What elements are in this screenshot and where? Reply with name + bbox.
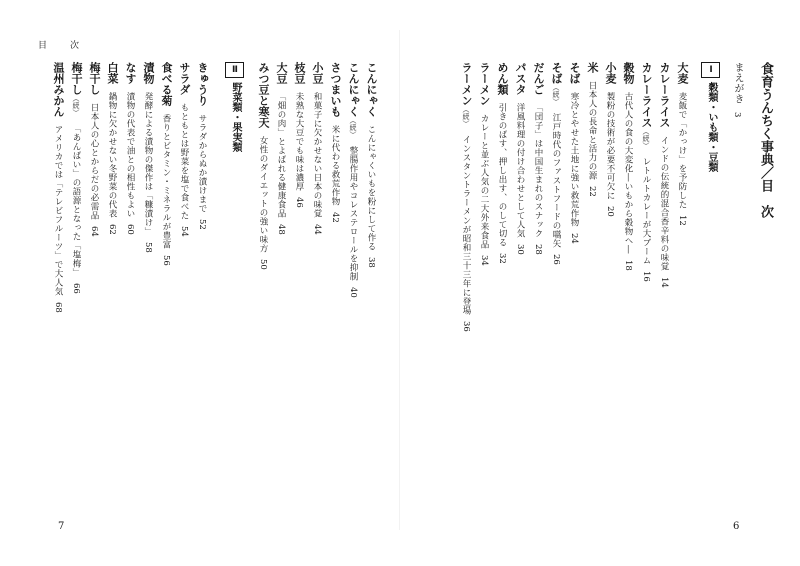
entry-heading: 梅干し xyxy=(88,62,101,95)
entry-page: 62 xyxy=(107,224,117,235)
entry-page: 44 xyxy=(312,224,322,235)
entry-heading: こんにゃく xyxy=(365,62,378,117)
entry-heading: だんご xyxy=(532,62,545,95)
entry-description: 整腸作用やコレステロールを抑制 xyxy=(348,146,358,281)
entry-heading: 大豆 xyxy=(275,62,288,84)
entry-page: 24 xyxy=(569,233,579,244)
entry-page: 30 xyxy=(515,244,525,255)
entry-description: 女性のダイエットの強い味方 xyxy=(258,136,268,253)
entry-description: 引きのばす、押し出す、のして切る xyxy=(497,103,507,247)
toc-entry[interactable] xyxy=(547,62,565,332)
entry-heading: ラーメン xyxy=(460,62,473,106)
toc-entry[interactable] xyxy=(290,62,308,313)
page-number-right: 6 xyxy=(733,521,740,532)
section-number: Ⅰ xyxy=(701,62,720,78)
entry-description: 発酵による漬物の傑作は「糠漬け」 xyxy=(143,92,153,236)
entry-page: 48 xyxy=(276,224,286,235)
toc-entry[interactable] xyxy=(103,62,121,313)
entry-description: こんにゃくいもを粉にして作る xyxy=(366,125,376,251)
running-head: 目 次 xyxy=(38,41,87,51)
toc-entry[interactable] xyxy=(619,62,637,332)
toc-entry[interactable] xyxy=(583,62,601,332)
page-number-left: 7 xyxy=(58,521,65,532)
entry-page: 12 xyxy=(677,215,687,226)
entry-page: 34 xyxy=(479,255,489,266)
toc-entry[interactable] xyxy=(49,62,67,313)
entry-description: 和菓子に欠かせない日本の味覚 xyxy=(312,92,322,218)
entry-description: 鍋物に欠かせない冬野菜の代表 xyxy=(107,92,117,218)
toc-left-column xyxy=(49,62,380,313)
entry-page: 18 xyxy=(623,260,633,271)
toc-entry[interactable] xyxy=(175,62,193,313)
entry-heading: めん類 xyxy=(496,62,509,95)
entry-description: 未熟な大豆でも味は濃厚 xyxy=(294,92,304,191)
entry-heading: そば xyxy=(550,62,563,84)
entry-continued-mark: （続） xyxy=(642,128,650,149)
entry-description: 「畑の肉」とよばれる健康食品 xyxy=(276,92,286,218)
toc-entry[interactable] xyxy=(308,62,326,313)
entry-description: レトルトカレーが大ブーム xyxy=(641,157,651,265)
entry-page: 52 xyxy=(197,219,207,230)
entry-continued-mark: （続） xyxy=(552,84,560,105)
entry-heading: ラーメン xyxy=(478,62,491,106)
toc-entry[interactable] xyxy=(193,62,211,313)
toc-entry[interactable] xyxy=(272,62,290,313)
entry-page: 40 xyxy=(348,287,358,298)
entry-heading: こんにゃく xyxy=(347,62,360,117)
entry-description: 寒冷とやせた土地に強い救荒作物 xyxy=(569,92,579,227)
entry-heading: みつ豆と寒天 xyxy=(257,62,270,128)
entry-heading: 大麦 xyxy=(676,62,689,84)
entry-page: 26 xyxy=(551,254,561,265)
entry-description: 漬物の代表で油との相性もよい xyxy=(125,92,135,218)
toc-entry[interactable] xyxy=(475,62,493,332)
entry-description: インスタントラーメンが昭和三十三年に登場 xyxy=(461,135,471,315)
entry-heading: 小麦 xyxy=(604,62,617,84)
entry-page: 64 xyxy=(89,226,99,237)
section-heading[interactable] xyxy=(701,62,720,332)
entry-description: アメリカでは「テレビフルーツ」で大人気 xyxy=(53,125,63,296)
entry-page: 58 xyxy=(143,242,153,253)
entry-description: 洋風料理の付け合わせとして人気 xyxy=(515,103,525,238)
entry-page: 14 xyxy=(659,277,669,288)
entry-heading: きゅうり xyxy=(196,62,209,106)
entry-heading: パスタ xyxy=(514,62,527,95)
toc-entry[interactable] xyxy=(511,62,529,332)
section-title: 穀類・いも類・豆類 xyxy=(706,82,717,172)
book-title: 食育うんちく事典／目 次 xyxy=(758,62,773,218)
entry-description: 日本人の心とからだの必需品 xyxy=(89,103,99,220)
entry-heading: サラダ xyxy=(178,62,191,95)
entry-heading: 白菜 xyxy=(106,62,119,84)
entry-description: 製粉の技術が必要不可欠に xyxy=(605,92,615,200)
toc-entry[interactable] xyxy=(529,62,547,332)
preface-label: まえがき xyxy=(732,62,743,104)
toc-entry[interactable] xyxy=(655,62,673,332)
entry-heading: 漬物 xyxy=(142,62,155,84)
entry-description: 江戸時代のファストフードの嚆矢 xyxy=(551,113,561,248)
entry-page: 66 xyxy=(71,283,81,294)
entry-page: 50 xyxy=(258,259,268,270)
entry-heading: 梅干し xyxy=(70,62,83,95)
entry-page: 22 xyxy=(587,186,597,197)
entry-page: 68 xyxy=(53,302,63,313)
entry-heading: 穀物 xyxy=(622,62,635,84)
entry-page: 46 xyxy=(294,197,304,208)
entry-description: 古代人の食の大変化―いもから穀物へ― xyxy=(623,92,633,254)
entry-heading: なす xyxy=(124,62,137,84)
entry-continued-mark: （続） xyxy=(462,106,470,127)
entry-heading: カレーライス xyxy=(640,62,653,128)
entry-description: インドの伝統的混合香辛料の味覚 xyxy=(659,136,669,271)
entry-continued-mark: （続） xyxy=(72,95,80,116)
toc-entry[interactable] xyxy=(637,62,655,332)
section-heading[interactable] xyxy=(225,62,244,313)
entry-description: 日本人の長命と活力の源 xyxy=(587,81,597,180)
entry-page: 36 xyxy=(461,321,471,332)
entry-heading: 枝豆 xyxy=(293,62,306,84)
entry-page: 16 xyxy=(641,271,651,282)
toc-entry[interactable] xyxy=(673,62,691,332)
toc-entry[interactable] xyxy=(457,62,475,332)
entry-description: カレーと並ぶ人気の二大外来食品 xyxy=(479,114,489,249)
entry-description: 香りとビタミン・ミネラルが豊富 xyxy=(161,114,171,249)
toc-entry[interactable] xyxy=(326,62,344,313)
entry-continued-mark: （続） xyxy=(349,117,357,138)
toc-entry[interactable] xyxy=(493,62,511,332)
preface-entry[interactable] xyxy=(728,62,746,332)
entry-page: 42 xyxy=(330,212,340,223)
toc-entry[interactable] xyxy=(85,62,103,313)
entry-heading: 食べる菊 xyxy=(160,62,173,106)
section-number: Ⅱ xyxy=(225,62,244,78)
entry-description: 麦飯で「かっけ」を予防した xyxy=(677,92,687,209)
entry-page: 38 xyxy=(366,257,376,268)
toc-entry[interactable] xyxy=(139,62,157,313)
toc-entry[interactable] xyxy=(254,62,272,313)
entry-page: 20 xyxy=(605,206,615,217)
entry-page: 54 xyxy=(179,226,189,237)
entry-heading: さつまいも xyxy=(329,62,342,117)
entry-description: 「あんばい」の語源となった「塩梅」 xyxy=(71,124,81,277)
entry-description: 米に代わる救荒作物 xyxy=(330,125,340,206)
preface-page: 3 xyxy=(732,112,742,118)
entry-page: 60 xyxy=(125,224,135,235)
toc-entry[interactable] xyxy=(344,62,362,313)
entry-page: 56 xyxy=(161,255,171,266)
entry-heading: そば xyxy=(568,62,581,84)
toc-entry[interactable] xyxy=(121,62,139,313)
section-title: 野菜類・果実類 xyxy=(230,82,241,152)
toc-right-column xyxy=(457,62,776,332)
entry-heading: 小豆 xyxy=(311,62,324,84)
entry-page: 28 xyxy=(533,244,543,255)
toc-entry[interactable] xyxy=(67,62,85,313)
toc-entry[interactable] xyxy=(601,62,619,332)
entry-description: 「団子」は中国生まれのスナック xyxy=(533,103,543,238)
toc-entry[interactable] xyxy=(157,62,175,313)
right-page xyxy=(400,0,800,566)
toc-entry[interactable] xyxy=(362,62,380,313)
entry-description: サラダからぬか漬けまで xyxy=(197,114,207,213)
toc-entry[interactable] xyxy=(565,62,583,332)
entry-page: 32 xyxy=(497,253,507,264)
entry-heading: 温州みかん xyxy=(52,62,65,117)
entry-heading: カレーライス xyxy=(658,62,671,128)
entry-description: もともとは野菜を塩で食べた xyxy=(179,103,189,220)
entry-heading: 米 xyxy=(586,62,599,73)
